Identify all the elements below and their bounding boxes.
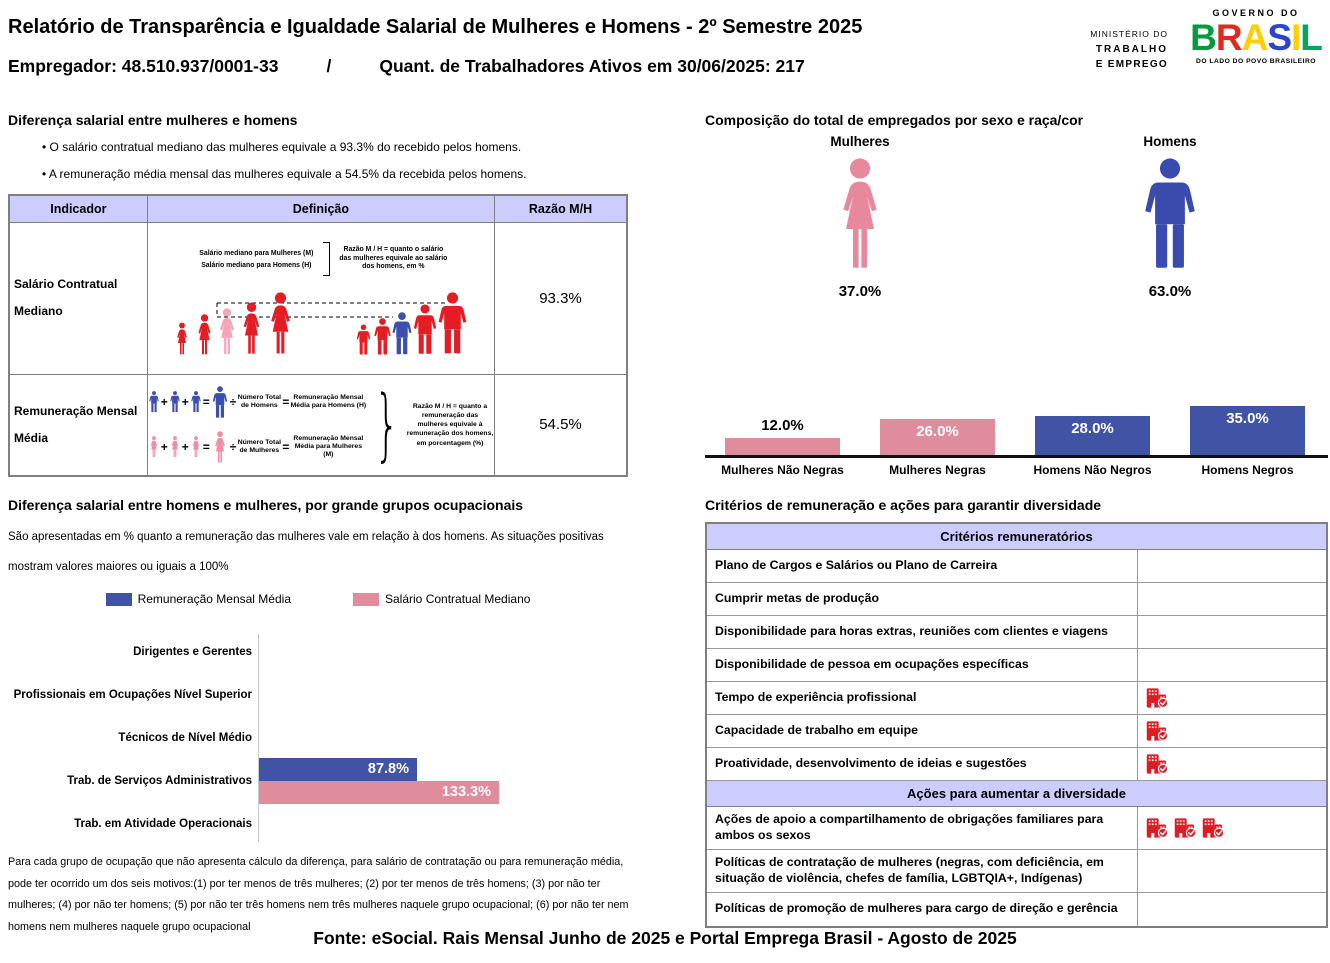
men-formula-row: + + = ÷ Número Total de Homens = Remuneração Mensal Média para Homens (H) [148, 386, 367, 419]
paygap-table-header-row [9, 195, 627, 222]
median-women-label: Salário mediano para Mulheres (M) [199, 249, 314, 257]
legend-swatch [353, 593, 379, 606]
criteria-label: Políticas de promoção de mulheres para cargo de direção e gerência [715, 901, 1118, 916]
women-divisor-label: Número Total de Mulheres [237, 438, 281, 455]
women-label: Mulheres [830, 134, 890, 149]
col-indicador: Indicador [9, 195, 147, 222]
page-title: Relatório de Transparência e Igualdade Salarial de Mulheres e Homens - 2º Semestre 2025 [8, 16, 863, 38]
brasil-letter: S [1267, 17, 1291, 58]
employer-info: Empregador: 48.510.937/0001-33 [8, 56, 279, 76]
criteria-label: Políticas de contratação de mulheres (negras, com deficiência, em situação de violência, chefes de família, LGBTQIA+, Indígenas) [715, 854, 1104, 885]
women-pictogram-block [790, 134, 930, 300]
occupational-footnote: Para cada grupo de ocupação que não apresenta cálculo da diferença, para salário de contratação ou para remuneração média, pode ter ocorrido um dos seis motivos:(1) por ter menos de três mulheres; (2) por ter menos de três homens; (3) por não ter mulheres; (4) por não ter homens; (5) por não ter três homens nem três mulheres naquele grupo ocupacional; (6) por não ter nem homens nem mulheres naquele grupo ocupacional [8, 856, 629, 933]
criteria-label: Tempo de experiência profissional [715, 690, 917, 704]
criteria-label: Disponibilidade de pessoa em ocupações específicas [715, 657, 1029, 671]
criteria-row [707, 850, 1326, 893]
occupational-bar-chart [8, 630, 628, 846]
bar-value-label: 26.0% [916, 423, 959, 440]
criteria-row [707, 649, 1326, 682]
women-result-label: Remuneração Mensal Média para Mulheres (M) [293, 434, 364, 459]
man-icon [1139, 157, 1201, 273]
ratio-value-mean: 54.5% [495, 374, 628, 476]
women-percentage: 37.0% [838, 283, 882, 300]
category-label: Trab. em Atividade Operacionais [74, 817, 252, 830]
indicator-label: Salário Contratual Mediano [9, 222, 147, 374]
criteria-label: Capacidade de trabalho em equipe [715, 723, 918, 737]
criteria-section-header: Ações para aumentar a diversidade [707, 781, 1326, 807]
criteria-icons-cell [1137, 893, 1326, 926]
ratio-value-median: 93.3% [495, 222, 628, 374]
criteria-label: Proatividade, desenvolvimento de ideias e sugestões [715, 756, 1027, 770]
criteria-icons-cell [1137, 682, 1326, 714]
occupational-subtitle: São apresentadas em % quanto a remuneração das mulheres vale em relação à dos homens. As situações positivas mostram valores maiores ou iguais a 100% [8, 531, 604, 573]
men-result-label: Remuneração Mensal Média para Homens (H) [290, 393, 367, 410]
category-label: Dirigentes e Gerentes [133, 645, 252, 658]
governo-do-brasil-logo: GOVERNO DO BRASIL DO LADO DO POVO BRASILEIRO [1186, 8, 1326, 65]
ministry-logo: MINISTÉRIO DO TRABALHO E EMPREGO [1090, 29, 1168, 70]
composition-bar-chart [705, 396, 1328, 488]
criteria-icons-cell [1137, 616, 1326, 648]
women-formula-row: + + = ÷ Número Total de Mulheres = Remuneração Mensal Média para Mulheres (M) [148, 431, 367, 464]
criteria-icons-cell [1137, 807, 1326, 849]
category-label: Trab. de Serviços Administrativos [67, 774, 252, 787]
criteria-label: Cumprir metas de produção [715, 591, 879, 605]
definition-diagram-median [147, 222, 494, 374]
criteria-row [707, 682, 1326, 715]
criteria-icons-cell [1137, 583, 1326, 615]
occupational-section-title: Diferença salarial entre homens e mulheres, por grande grupos ocupacionais [8, 497, 524, 513]
woman-icon [829, 157, 891, 273]
bar-value-label: 35.0% [1226, 410, 1269, 427]
row-salario-contratual [9, 222, 627, 374]
chart-legend [8, 592, 628, 606]
bar-category-label: Homens Negros [1201, 463, 1294, 477]
bullet-median-salary: • O salário contratual mediano das mulheres equivale a 93.3% do recebido pelos homens. [42, 140, 527, 154]
row-remuneracao-media [9, 374, 627, 476]
paygap-bullets [42, 140, 527, 194]
paygap-table [8, 194, 628, 477]
brasil-letter: B [1190, 17, 1216, 58]
category-label: Profissionais em Ocupações Nível Superior [13, 688, 252, 701]
bar-category-label: Mulheres Não Negras [721, 463, 844, 477]
separator: / [326, 56, 332, 76]
bracket-shape [323, 242, 330, 276]
company-check-icon [1146, 721, 1169, 741]
bar-Remuneração Mensal Média: 87.8% [259, 758, 417, 781]
col-razao: Razão M/H [495, 195, 628, 222]
criteria-row [707, 616, 1326, 649]
criteria-row [707, 893, 1326, 926]
legend-item [106, 592, 291, 606]
legend-label: Salário Contratual Mediano [385, 592, 531, 606]
employer-line [8, 56, 805, 77]
brasil-letter: A [1241, 17, 1268, 58]
men-divisor-label: Número Total de Homens [237, 393, 281, 410]
source-footer: Fonte: eSocial. Rais Mensal Junho de 2025 e Portal Emprega Brasil - Agosto de 2025 [313, 928, 1017, 948]
legend-item [353, 592, 530, 606]
col-definicao: Definição [147, 195, 494, 222]
bar-Mulheres Não Negras [725, 438, 840, 455]
company-check-icon [1146, 688, 1169, 708]
active-workers-info: Quant. de Trabalhadores Ativos em 30/06/2025: 217 [379, 56, 805, 76]
men-percentage: 63.0% [1148, 283, 1192, 300]
definition-diagram-mean [147, 374, 494, 476]
men-label: Homens [1143, 134, 1197, 149]
criteria-row [707, 550, 1326, 583]
criteria-icons-cell [1137, 850, 1326, 892]
criteria-row [707, 583, 1326, 616]
criteria-row [707, 715, 1326, 748]
company-check-icon [1146, 818, 1169, 838]
legend-swatch [106, 593, 132, 606]
brasil-letter: L [1300, 17, 1322, 58]
criteria-section-header: Critérios remuneratórios [707, 524, 1326, 550]
criteria-row [707, 807, 1326, 850]
ratio-explainer: Razão M / H = quanto o salário das mulheres equivale ao salário dos homens, em % [339, 245, 448, 271]
criteria-row [707, 748, 1326, 781]
bar-category-label: Homens Não Negros [1033, 463, 1152, 477]
criteria-label: Ações de apoio a compartilhamento de obrigações familiares para ambos os sexos [715, 812, 1104, 842]
category-label: Técnicos de Nível Médio [118, 731, 252, 744]
paygap-section-title: Diferença salarial entre mulheres e homens [8, 112, 298, 128]
company-check-icon [1202, 818, 1225, 838]
criteria-icons-cell [1137, 649, 1326, 681]
median-men-label: Salário mediano para Homens (H) [201, 261, 312, 269]
brasil-letter: R [1215, 17, 1242, 58]
bar-Salário Contratual Mediano: 133.3% [259, 781, 499, 804]
bar-value-label: 12.0% [761, 417, 804, 434]
criteria-icons-cell [1137, 748, 1326, 780]
x-axis-line [705, 455, 1328, 458]
criteria-icons-cell [1137, 550, 1326, 582]
criteria-section-title: Critérios de remuneração e ações para garantir diversidade [705, 497, 1102, 513]
composition-section-title: Composição do total de empregados por sexo e raça/cor [705, 112, 1084, 128]
criteria-table [705, 522, 1328, 928]
bar-category-label: Mulheres Negras [889, 463, 986, 477]
bar-value-label: 28.0% [1071, 420, 1114, 437]
criteria-label: Disponibilidade para horas extras, reuniões com clientes e viagens [715, 624, 1108, 638]
company-check-icon [1174, 818, 1197, 838]
brace-shape: } [374, 379, 400, 470]
company-check-icon [1146, 754, 1169, 774]
people-comparison-illustration [171, 280, 471, 358]
brasil-wordmark [1186, 19, 1326, 56]
criteria-label: Plano de Cargos e Salários ou Plano de Carreira [715, 558, 998, 572]
criteria-icons-cell [1137, 715, 1326, 747]
ratio-explainer: Razão M / H = quanto a remuneração das mulheres equivale à remuneração dos homens, em porcentagem (%) [406, 402, 494, 447]
men-pictogram-block [1100, 134, 1240, 300]
bullet-mean-remuneration: • A remuneração média mensal das mulheres equivale a 54.5% da recebida pelos homens. [42, 167, 527, 181]
brasil-letter: I [1291, 17, 1301, 58]
indicator-label: Remuneração Mensal Média [9, 374, 147, 476]
y-axis-line [258, 634, 259, 842]
legend-label: Remuneração Mensal Média [137, 592, 291, 606]
